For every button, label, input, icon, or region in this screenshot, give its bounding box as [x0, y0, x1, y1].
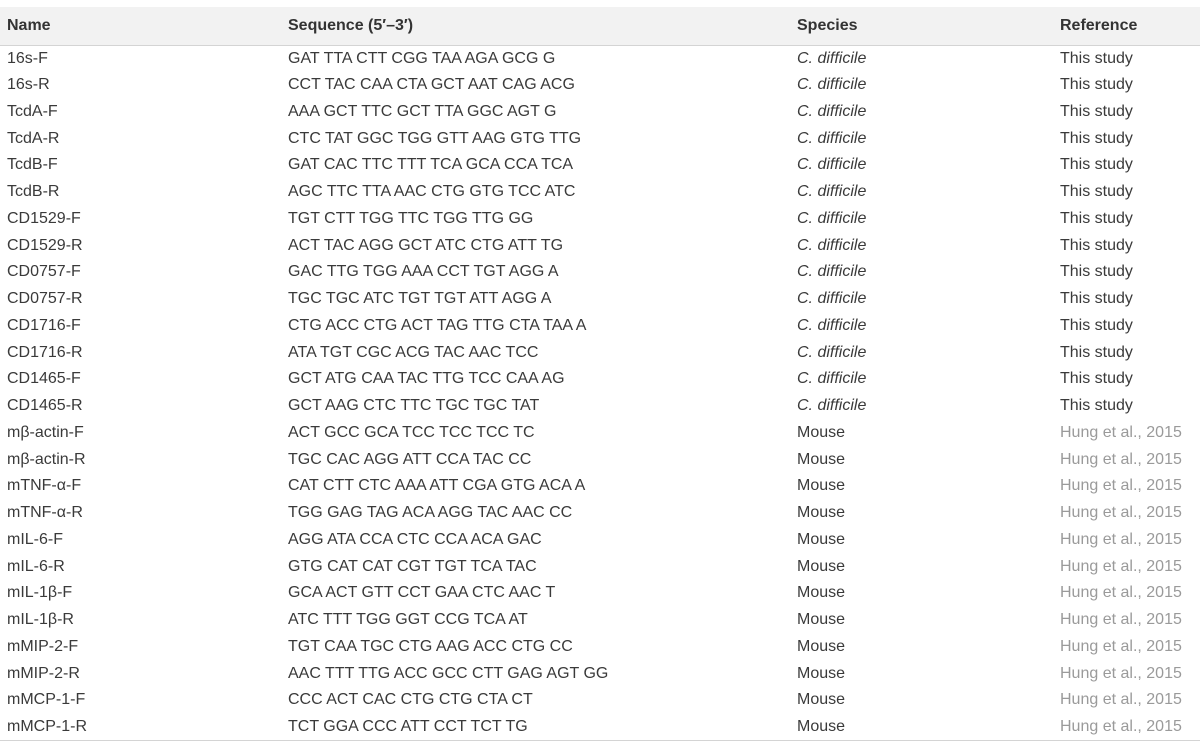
species-cell: Mouse	[797, 691, 846, 709]
table-row	[0, 286, 1200, 313]
primer-sequence-cell: TGC TGC ATC TGT TGT ATT AGG A	[288, 290, 552, 308]
primer-sequence-cell: CTG ACC CTG ACT TAG TTG CTA TAA A	[288, 316, 587, 334]
reference-cell: Hung et al., 2015	[1060, 637, 1182, 655]
primer-name-cell: mβ-actin-R	[7, 450, 86, 468]
species-cell: C. difficile	[797, 236, 867, 254]
primer-sequence-cell: GAC TTG TGG AAA CCT TGT AGG A	[288, 263, 559, 281]
header-species: Species	[790, 7, 1053, 45]
table-row	[0, 500, 1200, 527]
species-cell: Mouse	[797, 530, 846, 548]
table-row	[0, 72, 1200, 99]
reference-cell: Hung et al., 2015	[1060, 450, 1182, 468]
reference-cell: This study	[1060, 236, 1133, 254]
primer-sequence-cell: TGT CTT TGG TTC TGG TTG GG	[288, 209, 534, 227]
primer-name-cell: mIL-6-F	[7, 530, 63, 548]
species-cell: C. difficile	[797, 209, 867, 227]
primer-sequence-cell: GCA ACT GTT CCT GAA CTC AAC T	[288, 584, 556, 602]
reference-cell: This study	[1060, 290, 1133, 308]
species-cell: C. difficile	[797, 49, 867, 67]
reference-cell: Hung et al., 2015	[1060, 423, 1182, 441]
table-row	[0, 313, 1200, 340]
primer-name-cell: mβ-actin-F	[7, 423, 84, 441]
primer-name-cell: mIL-6-R	[7, 557, 65, 575]
table-row	[0, 366, 1200, 393]
table-row	[0, 420, 1200, 447]
primer-name-cell: CD1716-F	[7, 316, 81, 334]
primer-sequence-cell: CAT CTT CTC AAA ATT CGA GTG ACA A	[288, 477, 586, 495]
species-cell: C. difficile	[797, 156, 867, 174]
header-name: Name	[0, 7, 281, 45]
primer-name-cell: TcdA-R	[7, 129, 60, 147]
primer-name-cell: mMIP-2-F	[7, 637, 79, 655]
table-row	[0, 339, 1200, 366]
table-row	[0, 232, 1200, 259]
primer-sequence-cell: GAT CAC TTC TTT TCA GCA CCA TCA	[288, 156, 574, 174]
primer-name-cell: mIL-1β-F	[7, 584, 73, 602]
reference-cell: Hung et al., 2015	[1060, 477, 1182, 495]
primer-sequence-cell: AGC TTC TTA AAC CTG GTG TCC ATC	[288, 183, 576, 201]
table-row	[0, 125, 1200, 152]
primer-sequence-cell: CCC ACT CAC CTG CTG CTA CT	[288, 691, 533, 709]
primer-name-cell: CD1716-R	[7, 343, 83, 361]
table-row	[0, 206, 1200, 233]
reference-cell: This study	[1060, 343, 1133, 361]
species-cell: C. difficile	[797, 102, 867, 120]
species-cell: C. difficile	[797, 397, 867, 415]
primer-name-cell: mIL-1β-R	[7, 611, 74, 629]
reference-cell: This study	[1060, 183, 1133, 201]
reference-cell: This study	[1060, 129, 1133, 147]
primer-sequence-cell: GCT ATG CAA TAC TTG TCC CAA AG	[288, 370, 565, 388]
reference-cell: This study	[1060, 102, 1133, 120]
table-row	[0, 393, 1200, 420]
species-cell: C. difficile	[797, 76, 867, 94]
species-cell: C. difficile	[797, 129, 867, 147]
primer-sequence-cell: GCT AAG CTC TTC TGC TGC TAT	[288, 397, 540, 415]
reference-cell: Hung et al., 2015	[1060, 530, 1182, 548]
primer-sequence-cell: CTC TAT GGC TGG GTT AAG GTG TTG	[288, 129, 582, 147]
primer-sequence-cell: AGG ATA CCA CTC CCA ACA GAC	[288, 530, 542, 548]
primer-name-cell: mMCP-1-F	[7, 691, 86, 709]
species-cell: Mouse	[797, 423, 846, 441]
species-cell: C. difficile	[797, 316, 867, 334]
reference-cell: Hung et al., 2015	[1060, 557, 1182, 575]
primer-name-cell: TcdB-R	[7, 183, 60, 201]
primer-sequence-cell: ACT TAC AGG GCT ATC CTG ATT TG	[288, 236, 564, 254]
primer-name-cell: mMCP-1-R	[0, 714, 281, 741]
reference-cell: Hung et al., 2015	[1053, 714, 1200, 741]
table-body	[0, 45, 1200, 741]
primer-name-cell: 16s-R	[7, 76, 50, 94]
primer-name-cell: mTNF-α-R	[7, 504, 83, 522]
species-cell: C. difficile	[797, 343, 867, 361]
primer-name-cell: TcdA-F	[7, 102, 58, 120]
table-row	[0, 687, 1200, 714]
primer-name-cell: CD1529-R	[7, 236, 83, 254]
species-cell: Mouse	[797, 611, 846, 629]
reference-cell: This study	[1060, 49, 1133, 67]
table-row	[0, 473, 1200, 500]
reference-cell: Hung et al., 2015	[1060, 504, 1182, 522]
header-reference: Reference	[1053, 7, 1200, 45]
primer-sequence-cell: GTG CAT CAT CGT TGT TCA TAC	[288, 557, 537, 575]
reference-cell: This study	[1060, 156, 1133, 174]
table-row	[0, 152, 1200, 179]
primer-sequence-cell: CCT TAC CAA CTA GCT AAT CAG ACG	[288, 76, 575, 94]
table-row	[0, 446, 1200, 473]
primer-sequence-cell: TCT GGA CCC ATT CCT TCT TG	[281, 714, 790, 741]
table-row	[0, 607, 1200, 634]
table-row	[0, 580, 1200, 607]
primer-name-cell: mMIP-2-R	[7, 664, 80, 682]
header-sequence: Sequence (5′–3′)	[281, 7, 790, 45]
table-row	[0, 45, 1200, 72]
primer-name-cell: CD1465-F	[7, 370, 81, 388]
primer-name-cell: 16s-F	[7, 49, 48, 67]
primer-sequence-cell: TGT CAA TGC CTG AAG ACC CTG CC	[288, 637, 573, 655]
reference-cell: Hung et al., 2015	[1060, 664, 1182, 682]
reference-cell: This study	[1060, 263, 1133, 281]
species-cell: C. difficile	[797, 290, 867, 308]
species-cell: Mouse	[797, 664, 846, 682]
species-cell: Mouse	[797, 450, 846, 468]
reference-cell: This study	[1060, 370, 1133, 388]
reference-cell: This study	[1060, 397, 1133, 415]
primer-sequence-cell: TGC CAC AGG ATT CCA TAC CC	[288, 450, 532, 468]
primer-sequence-cell: ACT GCC GCA TCC TCC TCC TC	[288, 423, 535, 441]
species-cell: C. difficile	[797, 370, 867, 388]
reference-cell: Hung et al., 2015	[1060, 584, 1182, 602]
primer-name-cell: CD0757-F	[7, 263, 81, 281]
table-row	[0, 179, 1200, 206]
table-row	[0, 634, 1200, 661]
primer-sequence-cell: AAC TTT TTG ACC GCC CTT GAG AGT GG	[288, 664, 609, 682]
primer-name-cell: CD0757-R	[7, 290, 83, 308]
reference-cell: Hung et al., 2015	[1060, 611, 1182, 629]
species-cell: Mouse	[797, 504, 846, 522]
reference-cell: This study	[1060, 316, 1133, 334]
reference-cell: Hung et al., 2015	[1060, 691, 1182, 709]
primer-sequence-cell: ATC TTT TGG GGT CCG TCA AT	[288, 611, 528, 629]
species-cell: C. difficile	[797, 183, 867, 201]
table-row	[0, 714, 1200, 741]
table-row	[0, 259, 1200, 286]
table-header	[0, 7, 1200, 45]
primer-sequence-cell: AAA GCT TTC GCT TTA GGC AGT G	[288, 102, 557, 120]
primer-table	[0, 7, 1200, 741]
species-cell: Mouse	[797, 477, 846, 495]
table-row	[0, 527, 1200, 554]
primer-sequence-cell: ATA TGT CGC ACG TAC AAC TCC	[288, 343, 539, 361]
primer-name-cell: CD1529-F	[7, 209, 81, 227]
species-cell: Mouse	[797, 557, 846, 575]
species-cell: Mouse	[797, 584, 846, 602]
header-row	[0, 7, 1200, 45]
species-cell: C. difficile	[797, 263, 867, 281]
primer-name-cell: TcdB-F	[7, 156, 58, 174]
primer-name-cell: CD1465-R	[7, 397, 83, 415]
primer-sequence-cell: GAT TTA CTT CGG TAA AGA GCG G	[288, 49, 556, 67]
table-row	[0, 99, 1200, 126]
reference-cell: This study	[1060, 209, 1133, 227]
species-cell: Mouse	[790, 714, 1053, 741]
table-row	[0, 660, 1200, 687]
reference-cell: This study	[1060, 76, 1133, 94]
species-cell: Mouse	[797, 637, 846, 655]
primer-sequence-cell: TGG GAG TAG ACA AGG TAC AAC CC	[288, 504, 573, 522]
table-row	[0, 553, 1200, 580]
primer-name-cell: mTNF-α-F	[7, 477, 82, 495]
